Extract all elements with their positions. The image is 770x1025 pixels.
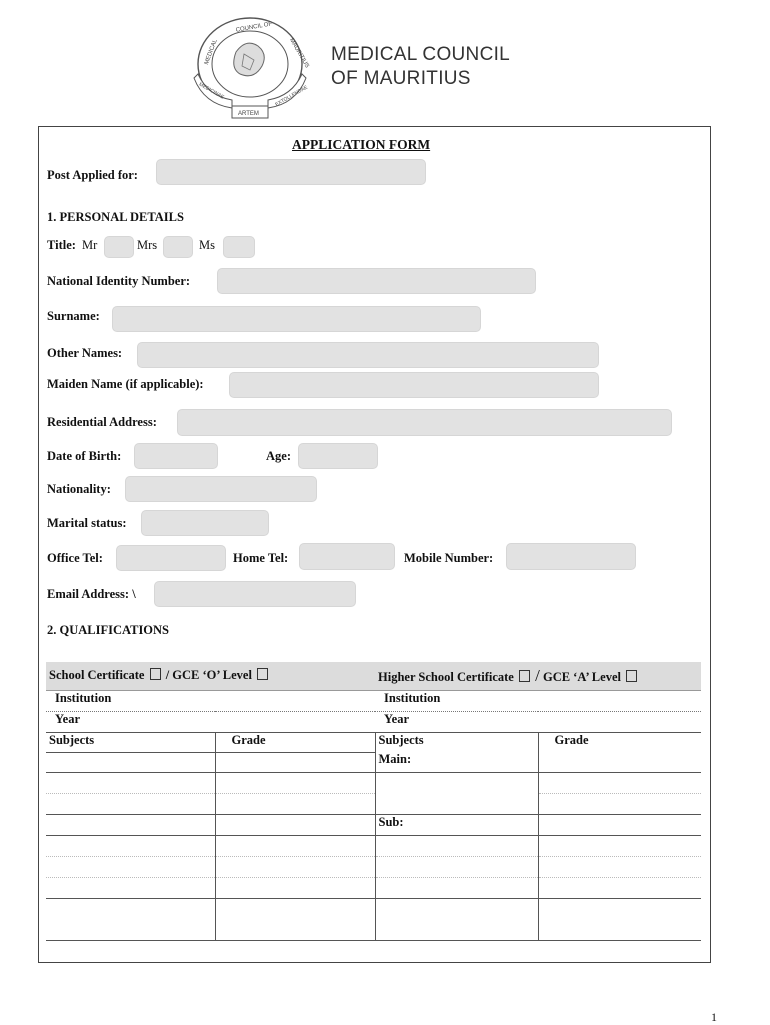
table-cell[interactable] [538,793,701,814]
table-cell[interactable] [375,856,538,877]
post-applied-field[interactable] [156,159,426,185]
title-label: Title: [47,238,76,252]
grade-right-header: Grade [554,732,589,747]
subjects-left-header: Subjects [46,732,215,752]
institution-right-cell[interactable] [375,690,701,711]
title-mr-checkbox[interactable] [104,236,134,258]
table-cell[interactable] [215,856,375,877]
table-row [46,814,701,835]
table-cell[interactable] [215,877,375,898]
table-cell[interactable] [375,835,538,856]
table-row [46,752,701,772]
institution-row [46,690,701,711]
title-ms-checkbox[interactable] [223,236,255,258]
grade-left-header: Grade [215,732,375,752]
title-mrs-checkbox[interactable] [163,236,193,258]
table-cell[interactable] [215,793,375,814]
header-separator: / [535,665,540,685]
table-row [46,772,701,793]
council-seal [186,12,314,124]
seal-text-left: MEDICAL [203,38,219,66]
gce-o-level-label: / GCE ‘O’ Level [165,668,252,683]
year-left-cell[interactable] [46,711,375,732]
table-cell[interactable] [46,814,215,835]
seal-motto-bottom: ARTEM [238,111,259,117]
main-subject-label: Main: [375,752,538,772]
section-qualifications: 2. QUALIFICATIONS [47,623,170,637]
institution-right-label: Institution [384,690,441,705]
table-cell[interactable] [375,898,538,940]
table-cell[interactable] [46,898,215,940]
table-cell[interactable] [215,752,375,772]
maiden-name-field[interactable] [229,372,599,398]
table-cell[interactable] [215,835,375,856]
table-cell[interactable] [538,814,701,835]
table-row [46,898,701,940]
address-label: Residential Address: [47,415,157,429]
table-cell[interactable] [215,772,375,793]
table-row [46,877,701,898]
table-row [46,835,701,856]
table-cell[interactable] [215,814,375,835]
home-tel-label: Home Tel: [233,551,289,565]
gce-a-level-checkbox[interactable] [626,670,637,682]
nationality-field[interactable] [125,476,317,502]
dob-field[interactable] [134,443,218,469]
nid-label: National Identity Number: [47,274,191,288]
table-cell[interactable] [538,898,701,940]
seal-text-top: COUNCIL OF [235,21,273,34]
nationality-label: Nationality: [47,482,111,496]
title-ms-label: Ms [199,238,215,252]
seal-motto-left: MEDICINAE [197,81,225,101]
qual-header-row [46,662,701,690]
home-tel-field[interactable] [299,543,395,570]
table-cell[interactable] [46,772,215,793]
hsc-label: Higher School Certificate [378,669,514,684]
dob-label: Date of Birth: [47,449,122,463]
table-cell[interactable] [46,835,215,856]
address-field[interactable] [177,409,672,436]
table-cell[interactable] [215,898,375,940]
table-row [46,793,701,814]
org-name-line2: OF MAURITIUS [331,68,471,89]
post-applied-label: Post Applied for: [47,168,138,182]
qualifications-table [46,662,701,941]
surname-field[interactable] [112,306,481,332]
year-right-label: Year [384,711,409,726]
table-cell[interactable] [538,877,701,898]
gce-a-level-label: GCE ‘A’ Level [542,669,621,684]
table-cell[interactable] [46,752,215,772]
mobile-field[interactable] [506,543,636,570]
maiden-name-label: Maiden Name (if applicable): [47,377,204,391]
table-cell[interactable] [375,772,538,793]
subjects-right-header: Subjects [375,732,538,752]
gce-o-level-checkbox[interactable] [257,668,268,680]
surname-label: Surname: [47,309,100,323]
table-cell[interactable] [46,877,215,898]
school-cert-checkbox[interactable] [150,668,161,680]
school-cert-label: School Certificate [49,668,145,683]
table-cell[interactable] [538,835,701,856]
form-title: APPLICATION FORM [292,137,431,152]
other-names-field[interactable] [137,342,599,368]
mobile-label: Mobile Number: [404,551,494,565]
org-name-line1: MEDICAL COUNCIL [331,44,511,65]
table-cell[interactable] [46,793,215,814]
other-names-label: Other Names: [47,346,123,360]
table-row [46,856,701,877]
office-tel-field[interactable] [116,545,226,571]
table-cell[interactable] [538,856,701,877]
seal-motto-right: EXTOLLENDAE [274,84,309,108]
email-field[interactable] [154,581,356,607]
institution-left-cell[interactable] [46,690,375,711]
table-cell[interactable] [46,856,215,877]
subjects-header-row [46,732,701,752]
age-label: Age: [266,449,291,463]
year-row [46,711,701,732]
year-right-cell[interactable] [375,711,701,732]
table-cell[interactable] [538,772,701,793]
table-cell[interactable] [375,877,538,898]
email-label: Email Address: \ [47,587,136,601]
nid-field[interactable] [217,268,536,294]
page-number: 1 [711,1010,717,1024]
marital-status-label: Marital status: [47,516,127,530]
hsc-checkbox[interactable] [519,670,530,682]
section-personal-details: 1. PERSONAL DETAILS [47,210,184,224]
year-left-label: Year [55,711,80,726]
sub-subject-label: Sub: [375,814,538,835]
table-cell[interactable] [538,752,701,772]
table-cell[interactable] [375,793,538,814]
title-mrs-label: Mrs [137,238,158,252]
office-tel-label: Office Tel: [47,551,103,565]
institution-left-label: Institution [55,690,112,705]
title-mr-label: Mr [82,238,98,252]
age-field[interactable] [298,443,378,469]
marital-status-field[interactable] [141,510,269,536]
seal-text-right: MAURITIUS [288,37,310,70]
